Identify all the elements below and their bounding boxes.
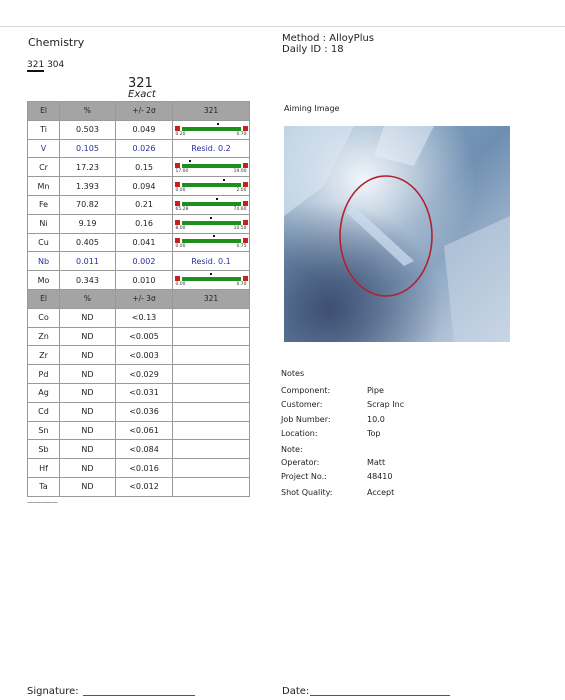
gauge-cell <box>173 177 250 196</box>
element-cell: Ti <box>28 120 60 139</box>
grade-cell <box>173 308 250 327</box>
percent-cell: 0.503 <box>60 120 116 139</box>
table-row <box>28 365 250 384</box>
date-label: Date: <box>282 686 310 697</box>
grade-cell <box>173 327 250 346</box>
measured-elements <box>28 120 250 289</box>
grade-cell <box>173 346 250 365</box>
residual-cell: Resid. 0.1 <box>173 252 250 271</box>
element-cell: Nb <box>28 252 60 271</box>
error-cell: 0.16 <box>116 214 173 233</box>
header-grade: 321 <box>173 102 250 121</box>
signature-label: Signature: <box>27 686 79 697</box>
grade-cell <box>173 459 250 478</box>
gauge-cell <box>173 158 250 177</box>
percent-cell: ND <box>60 459 116 478</box>
percent-cell: ND <box>60 477 116 496</box>
percent-cell: ND <box>60 440 116 459</box>
grade-cell <box>173 365 250 384</box>
percent-cell: 0.405 <box>60 233 116 252</box>
grade-cell <box>173 383 250 402</box>
percent-cell: ND <box>60 365 116 384</box>
note-key: Shot Quality: <box>281 488 333 497</box>
note-value: 10.0 <box>367 415 385 424</box>
error-cell: <0.029 <box>116 365 173 384</box>
gauge-high-marker <box>243 276 248 281</box>
gauge-max: 0.70 <box>236 131 247 137</box>
range-gauge <box>175 122 248 138</box>
gauge-min: 17.00 <box>175 169 189 175</box>
gauge-low-marker <box>175 201 180 206</box>
gauge-low-marker <box>175 182 180 187</box>
gauge-cell <box>173 271 250 290</box>
gauge-range-bar <box>182 239 241 243</box>
dotted-rule: ································· <box>27 500 57 507</box>
chemistry-title: Chemistry <box>28 36 85 49</box>
header2-el: El <box>28 289 60 308</box>
gauge-low-marker <box>175 220 180 225</box>
grade-cell <box>173 402 250 421</box>
table-row <box>28 477 250 496</box>
percent-cell: ND <box>60 346 116 365</box>
element-cell: Hf <box>28 459 60 478</box>
aiming-image <box>284 126 510 342</box>
table-row <box>28 421 250 440</box>
header-err: +/- 2σ <box>116 102 173 121</box>
gauge-high-marker <box>243 238 248 243</box>
header2-grade: 321 <box>173 289 250 308</box>
gauge-value-dot <box>216 198 218 200</box>
gauge-low-marker <box>175 238 180 243</box>
element-cell: V <box>28 139 60 158</box>
gauge-min: 65.28 <box>175 206 189 212</box>
gauge-min: 0.20 <box>175 131 186 137</box>
gauge-value-dot <box>210 273 212 275</box>
range-gauge <box>175 216 248 232</box>
table-row <box>28 214 250 233</box>
header-el: El <box>28 102 60 121</box>
gauge-max: 10.50 <box>233 225 247 231</box>
error-cell: 0.21 <box>116 195 173 214</box>
error-cell: 0.049 <box>116 120 173 139</box>
error-cell: <0.005 <box>116 327 173 346</box>
percent-cell: 1.393 <box>60 177 116 196</box>
table-row <box>28 459 250 478</box>
note-value: Pipe <box>367 386 384 395</box>
table-row <box>28 271 250 290</box>
note-value: 48410 <box>367 472 393 481</box>
error-cell: <0.13 <box>116 308 173 327</box>
element-cell: Co <box>28 308 60 327</box>
gauge-low-marker <box>175 163 180 168</box>
element-cell: Ag <box>28 383 60 402</box>
gauge-range-bar <box>182 277 241 281</box>
grade-secondary: 304 <box>47 60 65 70</box>
header2-err: +/- 3σ <box>116 289 173 308</box>
aiming-image-label: Aiming Image <box>284 104 340 113</box>
error-cell: <0.016 <box>116 459 173 478</box>
element-cell: Cd <box>28 402 60 421</box>
chemistry-table <box>27 101 250 497</box>
gauge-high-marker <box>243 163 248 168</box>
range-gauge <box>175 159 248 175</box>
gauge-cell <box>173 195 250 214</box>
note-key: Customer: <box>281 400 323 409</box>
percent-cell: ND <box>60 327 116 346</box>
grade-cell <box>173 421 250 440</box>
table-row <box>28 346 250 365</box>
element-cell: Zn <box>28 327 60 346</box>
gauge-max: 74.60 <box>233 206 247 212</box>
notes-title: Notes <box>281 369 305 378</box>
table-row <box>28 308 250 327</box>
gauge-range-bar <box>182 221 241 225</box>
residual-cell: Resid. 0.2 <box>173 139 250 158</box>
error-cell: <0.003 <box>116 346 173 365</box>
percent-cell: 0.011 <box>60 252 116 271</box>
element-cell: Cu <box>28 233 60 252</box>
gauge-min: 0.00 <box>175 282 186 288</box>
percent-cell: ND <box>60 383 116 402</box>
gauge-high-marker <box>243 220 248 225</box>
gauge-value-dot <box>210 217 212 219</box>
error-cell: 0.026 <box>116 139 173 158</box>
gauge-cell <box>173 120 250 139</box>
element-cell: Ta <box>28 477 60 496</box>
percent-cell: 70.82 <box>60 195 116 214</box>
note-key: Component: <box>281 386 331 395</box>
percent-cell: 0.343 <box>60 271 116 290</box>
gauge-low-marker <box>175 276 180 281</box>
element-cell: Mn <box>28 177 60 196</box>
grade-cell <box>173 477 250 496</box>
gauge-value-dot <box>189 160 191 162</box>
note-key: Operator: <box>281 458 320 467</box>
percent-cell: ND <box>60 402 116 421</box>
gauge-max: 0.75 <box>236 244 247 250</box>
element-cell: Cr <box>28 158 60 177</box>
element-cell: Fe <box>28 195 60 214</box>
note-value: Top <box>367 429 381 438</box>
error-cell: <0.061 <box>116 421 173 440</box>
daily-id-line: Daily ID : 18 <box>282 44 344 55</box>
note-key: Location: <box>281 429 318 438</box>
gauge-value-dot <box>213 235 215 237</box>
table-row <box>28 327 250 346</box>
error-cell: <0.031 <box>116 383 173 402</box>
grade-cell <box>173 440 250 459</box>
gauge-range-bar <box>182 202 241 206</box>
error-cell: 0.041 <box>116 233 173 252</box>
range-gauge <box>175 234 248 250</box>
gauge-range-bar <box>182 164 241 168</box>
gauge-range-bar <box>182 183 241 187</box>
table-header-row <box>28 102 250 121</box>
method-line: Method : AlloyPlus <box>282 33 375 44</box>
header-pct: % <box>60 102 116 121</box>
percent-cell: ND <box>60 421 116 440</box>
note-key: Note: <box>281 445 303 454</box>
element-cell: Sb <box>28 440 60 459</box>
note-value: Accept <box>367 488 395 497</box>
note-value: Scrap Inc <box>367 400 405 409</box>
error-cell: <0.084 <box>116 440 173 459</box>
error-cell: <0.036 <box>116 402 173 421</box>
table-row <box>28 158 250 177</box>
table-row <box>28 177 250 196</box>
match-grade: 321 <box>128 76 153 91</box>
element-cell: Mo <box>28 271 60 290</box>
table-row <box>28 440 250 459</box>
signature-line[interactable] <box>83 695 195 696</box>
table-row <box>28 139 250 158</box>
error-cell: 0.002 <box>116 252 173 271</box>
element-cell: Sn <box>28 421 60 440</box>
header2-pct: % <box>60 289 116 308</box>
gauge-high-marker <box>243 182 248 187</box>
gauge-max: 0.70 <box>236 282 247 288</box>
note-value: Matt <box>367 458 386 467</box>
percent-cell: 0.105 <box>60 139 116 158</box>
grade-list <box>27 60 64 70</box>
table-row <box>28 120 250 139</box>
error-cell: 0.010 <box>116 271 173 290</box>
percent-cell: 17.23 <box>60 158 116 177</box>
gauge-value-dot <box>217 123 219 125</box>
match-quality: Exact <box>128 89 156 100</box>
table-row <box>28 383 250 402</box>
gauge-min: 0.00 <box>175 244 186 250</box>
element-cell: Zr <box>28 346 60 365</box>
top-divider <box>0 26 565 27</box>
error-cell: 0.15 <box>116 158 173 177</box>
table-row <box>28 195 250 214</box>
table-row <box>28 233 250 252</box>
grade-primary: 321 <box>27 60 45 70</box>
date-line[interactable] <box>310 695 450 696</box>
table-header-row-2 <box>28 289 250 308</box>
range-gauge <box>175 178 248 194</box>
note-key: Project No.: <box>281 472 327 481</box>
not-detected-elements <box>28 308 250 496</box>
table-row <box>28 252 250 271</box>
gauge-high-marker <box>243 126 248 131</box>
gauge-max: 2.00 <box>236 188 247 194</box>
table-row <box>28 402 250 421</box>
aiming-photo <box>284 126 510 342</box>
gauge-cell <box>173 233 250 252</box>
gauge-min: 8.00 <box>175 225 186 231</box>
percent-cell: ND <box>60 308 116 327</box>
note-key: Job Number: <box>281 415 331 424</box>
gauge-min: 0.00 <box>175 188 186 194</box>
gauge-low-marker <box>175 126 180 131</box>
element-cell: Ni <box>28 214 60 233</box>
error-cell: <0.012 <box>116 477 173 496</box>
gauge-max: 19.00 <box>233 169 247 175</box>
gauge-range-bar <box>182 127 241 131</box>
range-gauge <box>175 272 248 288</box>
error-cell: 0.094 <box>116 177 173 196</box>
percent-cell: 9.19 <box>60 214 116 233</box>
gauge-cell <box>173 214 250 233</box>
element-cell: Pd <box>28 365 60 384</box>
gauge-value-dot <box>223 179 225 181</box>
range-gauge <box>175 197 248 213</box>
gauge-high-marker <box>243 201 248 206</box>
